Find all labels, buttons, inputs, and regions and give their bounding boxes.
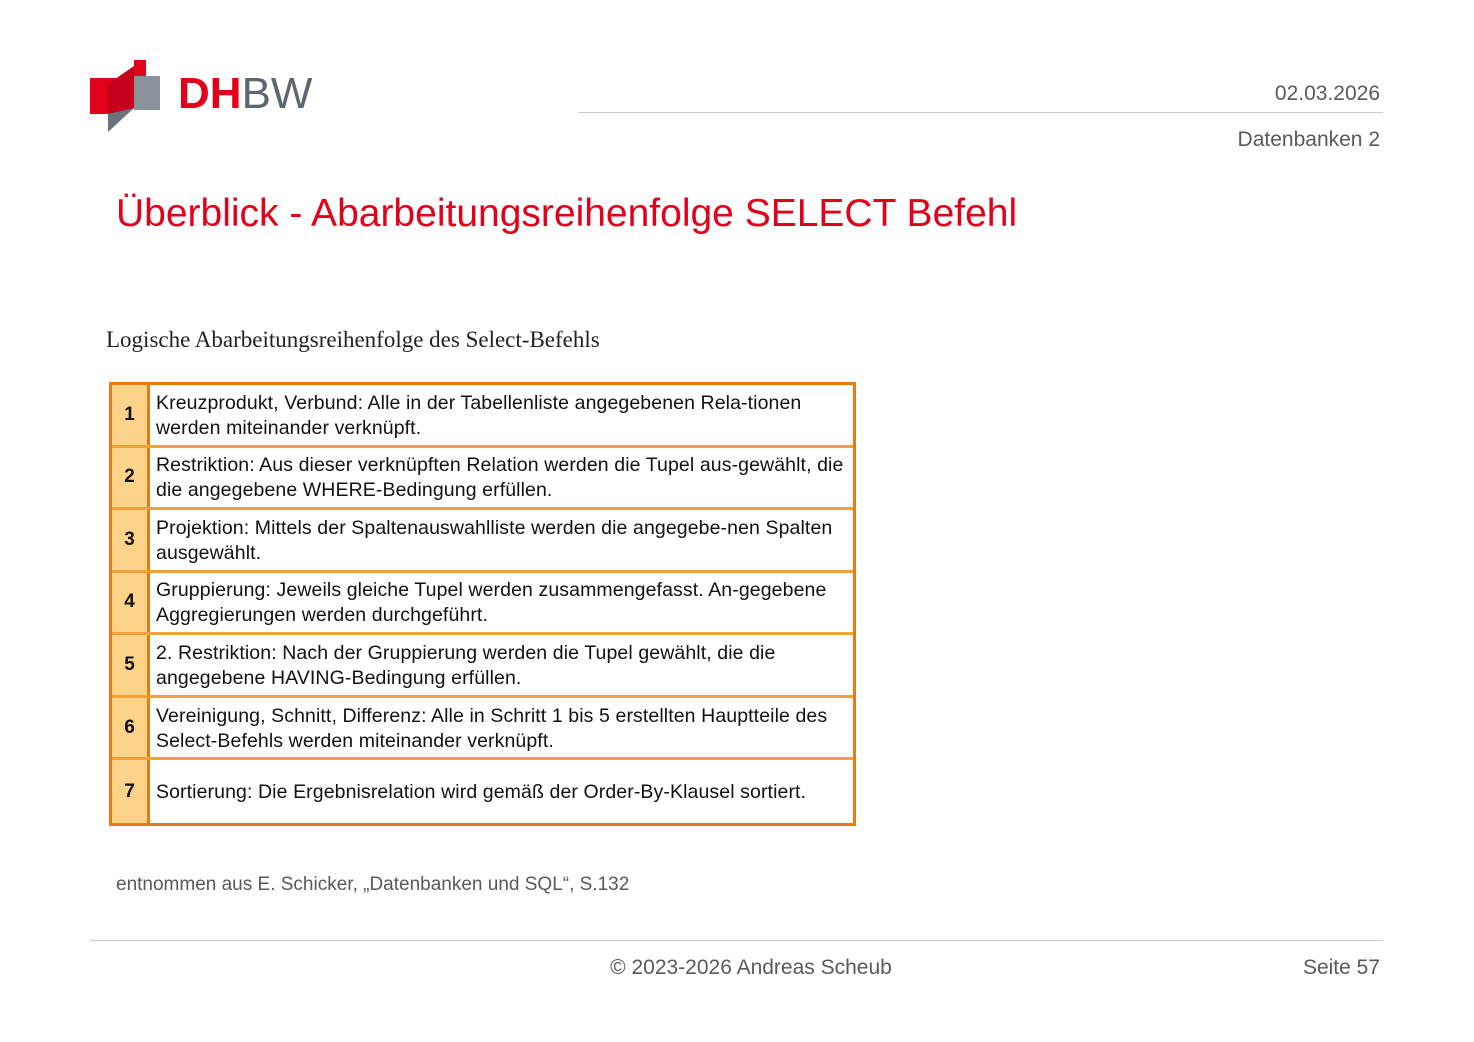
table-row xyxy=(112,573,853,636)
table-row xyxy=(112,448,853,511)
step-description: Vereinigung, Schnitt, Differenz: Alle in Schritt 1 bis 5 erstellten Hauptteile des Select-Befehls werden miteinander verknüpft. xyxy=(156,704,828,752)
step-number: 4 xyxy=(112,573,150,633)
step-number: 2 xyxy=(112,448,150,508)
copyright-notice: © 2023-2026 Andreas Scheub xyxy=(610,956,892,979)
step-description: Projektion: Mittels der Spaltenauswahlliste werden die angegebe-nen Spalten ausgewählt. xyxy=(156,516,833,564)
step-description: Restriktion: Aus dieser verknüpften Relation werden die Tupel aus-gewählt, die die angegebene WHERE-Bedingung erfüllen. xyxy=(156,454,844,502)
dhbw-logo xyxy=(90,58,313,134)
course-name: Datenbanken 2 xyxy=(1237,128,1380,151)
header-divider xyxy=(578,112,1383,113)
logo-wordmark xyxy=(178,69,313,118)
table-row xyxy=(112,635,853,698)
step-number: 6 xyxy=(112,698,150,758)
step-description: 2. Restriktion: Nach der Gruppierung werden die Tupel gewählt, die die angegebene HAVING-Bedingung erfüllen. xyxy=(156,642,776,690)
step-number: 7 xyxy=(112,760,150,823)
processing-order-table xyxy=(109,382,856,826)
step-number: 3 xyxy=(112,510,150,570)
footer-divider xyxy=(90,940,1383,941)
figure-caption: Logische Abarbeitungsreihenfolge des Select-Befehls xyxy=(106,327,600,352)
dhbw-logo-mark-icon xyxy=(90,58,180,134)
table-row xyxy=(112,760,853,823)
step-number: 5 xyxy=(112,635,150,695)
table-row xyxy=(112,510,853,573)
slide-title: Überblick - Abarbeitungsreihenfolge SELECT Befehl xyxy=(116,192,1018,235)
step-description: Kreuzprodukt, Verbund: Alle in der Tabellenliste angegebenen Rela-tionen werden miteinander verknüpft. xyxy=(156,391,802,439)
table-row xyxy=(112,385,853,448)
page-number: Seite 57 xyxy=(1302,956,1380,979)
table-row xyxy=(112,698,853,761)
logo-text-dh: DH xyxy=(178,69,242,118)
step-description: Sortierung: Die Ergebnisrelation wird gemäß der Order-By-Klausel sortiert. xyxy=(156,781,807,804)
slide-date: 02.03.2026 xyxy=(1274,82,1380,105)
logo-text-bw: BW xyxy=(241,69,313,118)
step-number: 1 xyxy=(112,385,150,445)
step-description: Gruppierung: Jeweils gleiche Tupel werden zusammengefasst. An-gegebene Aggregierungen werden durchgeführt. xyxy=(156,579,827,627)
source-citation: entnommen aus E. Schicker, „Datenbanken und SQL“, S.132 xyxy=(116,874,630,895)
